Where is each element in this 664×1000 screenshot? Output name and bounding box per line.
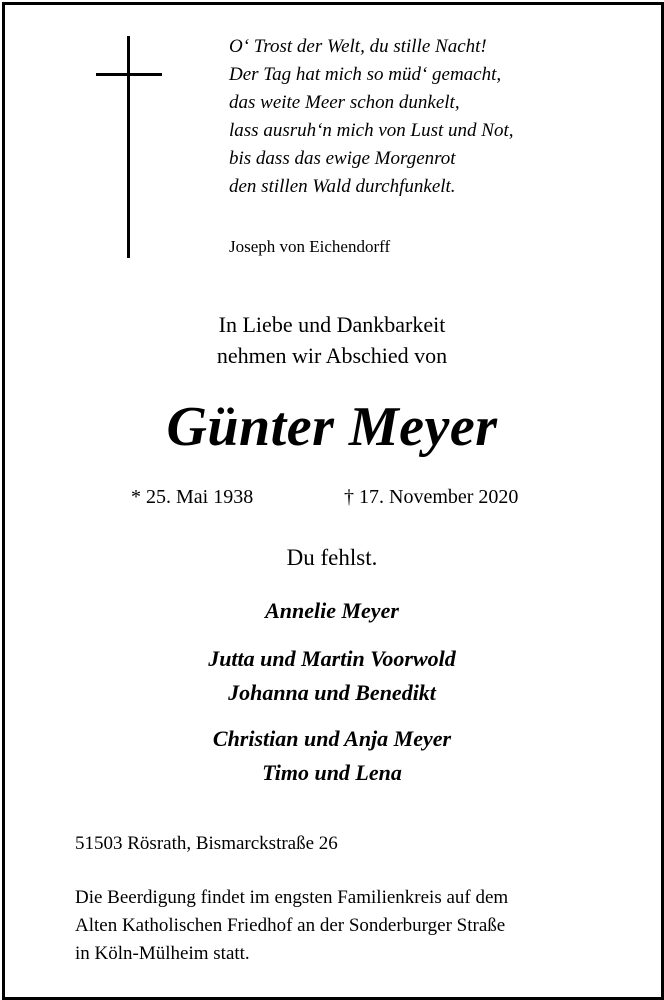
- deceased-name: Günter Meyer: [166, 396, 498, 458]
- cross-icon-bar: [96, 73, 162, 76]
- intro-text: [0, 309, 664, 371]
- family-member: Timo und Lena: [262, 760, 402, 785]
- intro-line: In Liebe und Dankbarkeit: [218, 312, 446, 337]
- birth-date: * 25. Mai 1938: [131, 486, 254, 508]
- family-member: Jutta und Martin Voorwold: [208, 646, 456, 671]
- poem-author: Joseph von Eichendorff: [229, 237, 391, 256]
- intro-line: nehmen wir Abschied von: [216, 343, 448, 368]
- funeral-notice: [75, 884, 635, 968]
- address: 51503 Rösrath, Bismarckstraße 26: [75, 833, 338, 854]
- poem-line: lass ausruh‘n mich von Lust und Not,: [229, 120, 514, 141]
- poem: [229, 33, 514, 201]
- poem-line: Der Tag hat mich so müd‘ gemacht,: [229, 64, 502, 85]
- farewell-message: Du fehlst.: [286, 545, 378, 570]
- poem-line: das weite Meer schon dunkelt,: [229, 92, 460, 113]
- funeral-line: Die Beerdigung findet im engsten Familienkreis auf dem: [75, 887, 509, 908]
- funeral-line: in Köln-Mülheim statt.: [75, 943, 250, 964]
- family-member: Johanna und Benedikt: [228, 680, 436, 705]
- death-date: † 17. November 2020: [344, 486, 519, 508]
- funeral-line: Alten Katholischen Friedhof an der Sonderburger Straße: [75, 915, 506, 936]
- poem-line: O‘ Trost der Welt, du stille Nacht!: [229, 36, 487, 57]
- poem-line: den stillen Wald durchfunkelt.: [229, 176, 456, 197]
- family-member: Annelie Meyer: [265, 598, 399, 623]
- poem-line: bis dass das ewige Morgenrot: [229, 148, 456, 169]
- cross-icon: [127, 36, 130, 258]
- family-member: Christian und Anja Meyer: [212, 726, 452, 751]
